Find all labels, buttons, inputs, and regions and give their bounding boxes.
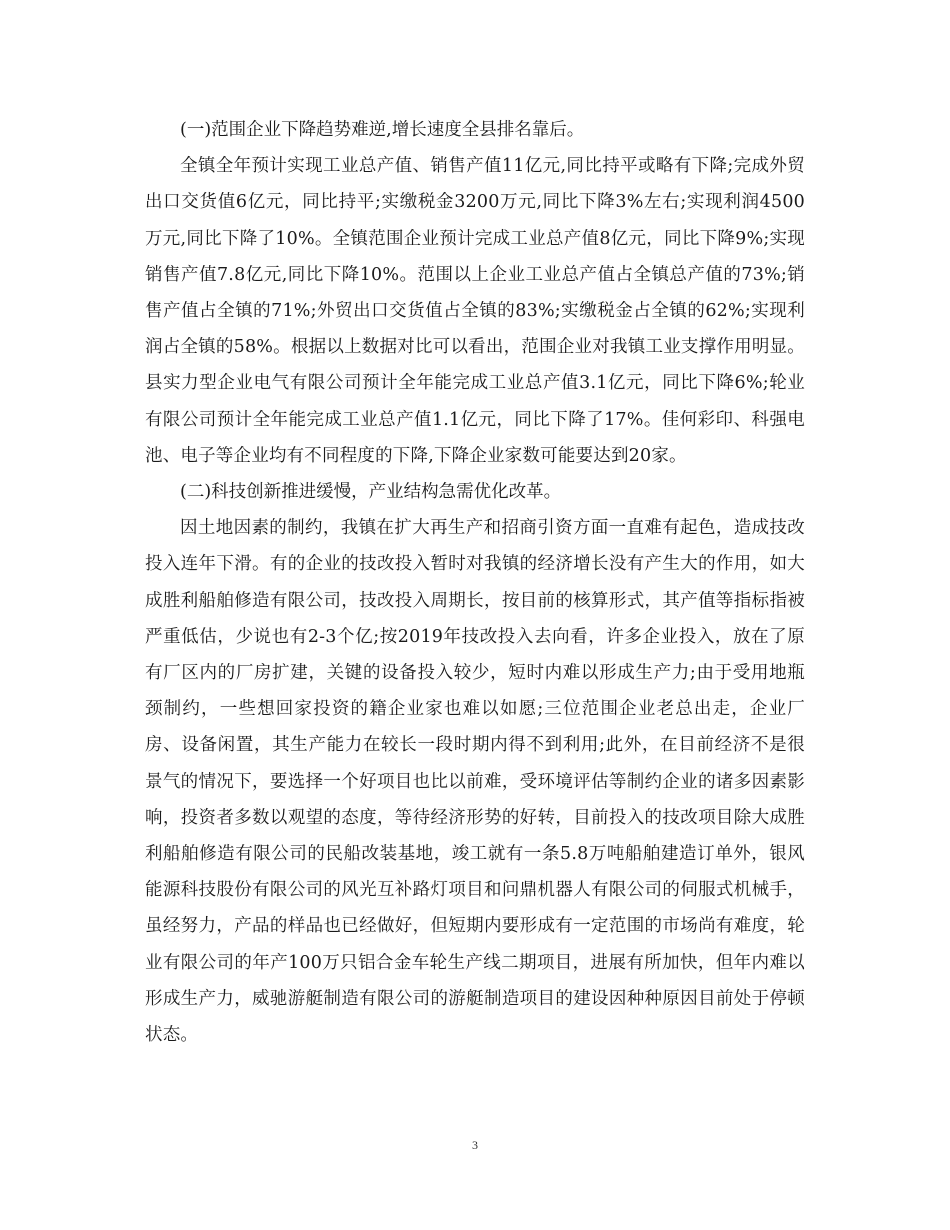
page-number: 3 — [472, 1138, 478, 1152]
paragraph-2: 因土地因素的制约，我镇在扩大再生产和招商引资方面一直难有起色，造成技改投入连年下滑。有的企业的技改投入暂时对我镇的经济增长没有产生大的作用，如大成胜利船舶修造有限公司，技改投入周期长，按目前的核算形式，其产值等指标指被严重低估，少说也有2-3个亿;按2019年技改投入去向看，许多企业投入，放在了原有厂区内的厂房扩建，关键的设备投入较少，短时内难以形成生产力;由于受用地瓶颈制约，一些想回家投资的籍企业家也难以如愿;三位范围企业老总出走，企业厂房、设备闲置，其生产能力在较长一段时期内得不到利用;此外，在目前经济不是很景气的情况下，要选择一个好项目也比以前难，受环境评估等制约企业的诸多因素影响，投资者多数以观望的态度，等待经济形势的好转，目前投入的技改项目除大成胜利船舶修造有限公司的民船改装基地，竣工就有一条5.8万吨船舶建造订单外，银风能源科技股份有限公司的风光互补路灯项目和问鼎机器人有限公司的伺服式机械手，虽经努力，产品的样品也已经做好，但短期内要形成有一定范围的市场尚有难度，轮业有限公司的年产100万只铝合金车轮生产线二期项目，进展有所加快，但年内难以形成生产力，威驰游艇制造有限公司的游艇制造项目的建设因种种原因目前处于停顿状态。 — [145, 518, 805, 1046]
section-heading-1: (一)范围企业下降趋势难逆,增长速度全县排名靠后。 — [180, 120, 585, 140]
paragraph-1: 全镇全年预计实现工业总产值、销售产值11亿元,同比持平或略有下降;完成外贸出口交货值6亿元，同比持平;实缴税金3200万元,同比下降3%左右;实现利润4500万元,同比下降了10%。全镇范围企业预计完成工业总产值8亿元，同比下降9%;实现销售产值7.8亿元,同比下降10%。范围以上企业工业总产值占全镇总产值的73%;销售产值占全镇的71%;外贸出口交货值占全镇的83%;实缴税金占全镇的62%;实现利润占全镇的58%。根据以上数据对比可以看出，范围企业对我镇工业支撑作用明显。县实力型企业电气有限公司预计全年能完成工业总产值3.1亿元，同比下降6%;轮业有限公司预计全年能完成工业总产值1.1亿元，同比下降了17%。佳何彩印、科强电池、电子等企业均有不同程度的下降,下降企业家数可能要达到20家。 — [145, 156, 805, 466]
section-heading-2: (二)科技创新推进缓慢，产业结构急需优化改革。 — [180, 482, 562, 503]
document-body — [145, 112, 805, 1053]
